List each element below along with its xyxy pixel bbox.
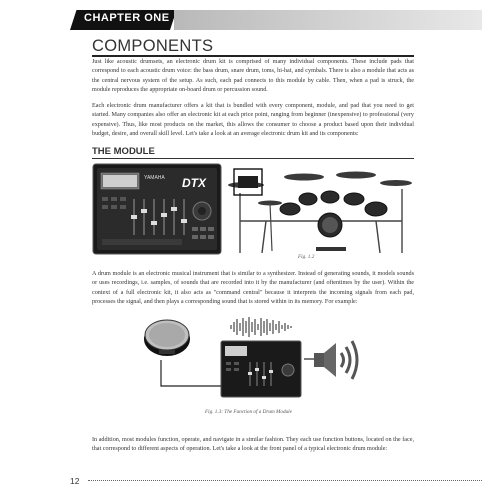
figure-caption-2: Fig. 1.3: The Function of a Drum Module xyxy=(205,409,292,415)
drum-module-small-image xyxy=(220,340,302,398)
section-title: COMPONENTS xyxy=(92,37,214,55)
module-brand-text: YAMAHA xyxy=(144,175,165,181)
module-logo-text: DTX xyxy=(182,176,206,190)
drum-pad-image xyxy=(142,313,192,359)
drum-kit-image xyxy=(226,163,414,255)
drum-module-image xyxy=(92,163,222,255)
paragraph-front-panel: In addition, most modules function, operate, and navigate in a similar fashion. They each use function buttons, located on the face, that correspond to different aspects of operation. Let's take a look at the front panel of a typical electronic drum module: xyxy=(92,437,414,453)
chapter-title: CHAPTER ONE xyxy=(84,12,170,24)
cable-connector-line xyxy=(160,360,222,388)
paragraph-intro: Just like acoustic drumsets, an electronic drum kit is comprised of many individual components. These include pads that correspond to each acoustic drum voice: the bass drum, snare drum, toms, hi-hat, and cymbals. There is also a module that acts as the central nervous system of the setup. As such, each pad connects to this module by cable. Then, when a pad is struck, the module reproduces the appropriate on-board drum or percussion sound. xyxy=(92,59,414,94)
speaker-icon xyxy=(312,337,362,383)
footer-rule xyxy=(88,480,482,482)
sound-wave-image xyxy=(229,316,294,338)
section-rule xyxy=(92,55,414,57)
subsection-rule xyxy=(92,158,414,159)
page-number: 12 xyxy=(70,476,80,486)
subsection-title: THE MODULE xyxy=(92,146,155,157)
paragraph-kits: Each electronic drum manufacturer offers a kit that is bundled with every component, module, and pad that you need to get started. Many companies also offer an electronic kit at each price point, ranging from beginner (inexpensive) to professional (very expensive). Thus, like most products on the market, this allows the consumer to choose a product based upon their individual budget, desire, and overall skill level. Let's take a look at an average electronic drum kit and its components: xyxy=(92,103,414,138)
figure-caption-1: Fig. 1.2 xyxy=(298,254,315,260)
chapter-bar-fill xyxy=(174,10,482,30)
paragraph-module: A drum module is an electronic musical instrument that is similar to a synthesizer. Instead of generating sounds, it models sounds or uses recordings, i.e. samples, of sounds that are recorded into it by the manufacturer (and oftentimes by the user). Within the context of a full electronic kit, it also acts as "command central" because it interprets the incoming signals from each pad, processes the signal, and then plays a corresponding sound that is stored within in its memory. For example: xyxy=(92,271,414,306)
